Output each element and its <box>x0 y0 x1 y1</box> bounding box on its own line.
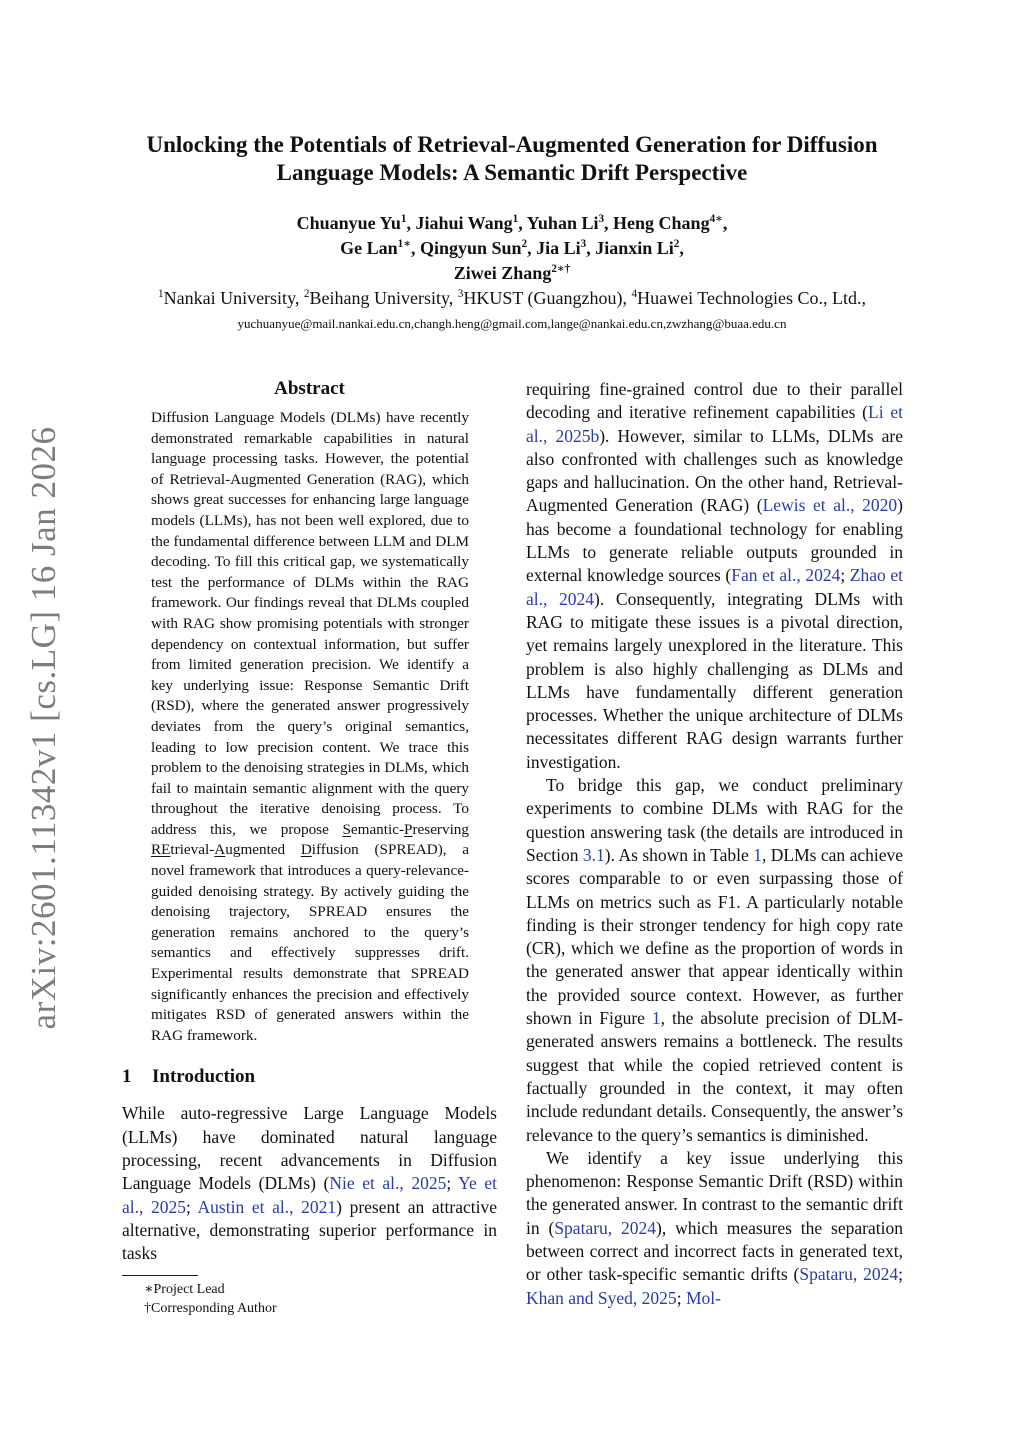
paragraph-text: requiring fine-grained control due to their parallel decoding and iterative refinement capabilities ( <box>526 379 903 423</box>
author-affil-mark: 2 <box>673 238 680 250</box>
author-affil-mark: 1∗ <box>397 238 411 250</box>
section-title: Introduction <box>152 1066 256 1088</box>
author-affil-mark: 3 <box>598 213 605 225</box>
abstract-text: Diffusion Language Models (DLMs) have recently demonstrated remarkable capabilities in natural language processing tasks. However, the potential of Retrieval-Augmented Generation (RAG), which shows great successes for enhancing large language models (LLMs), has not been well explored, due to the fundamental difference between LLM and DLM decoding. To fill this critical gap, we systematically test the performance of DLMs within the RAG framework. Our findings reveal that DLMs coupled with RAG show promising potentials with stronger dependency on contextual information, but suffer from limited generation precision. We identify a key underlying issue: Response Semantic Drift (RSD), where the generated answer progressively deviates from the query’s original semantics, leading to low precision content. We trace this problem to the denoising strategies in DLMs, which fail to maintain semantic alignment with the query throughout the iterative denoising process. To address this, we propose <box>151 409 469 838</box>
affil-mark: 4 <box>631 288 638 300</box>
paragraph-text: ). Consequently, integrating DLMs with RAG to mitigate these issues is a pivotal direction, yet remains largely unexplored in the literature. This problem is also highly challenging as DLMs and LLMs have fundamentally different generation processes. Whether the unique architecture of DLMs necessitates different RAG design warrants further investigation. <box>526 588 903 772</box>
author-name: Jianxin Li <box>595 238 674 258</box>
paragraph-text: , the absolute precision of DLM-generated answers remains a bottleneck. The results suggest that while the copied retrieved content is factually grounded in the context, it may often include redundant details. Consequently, the answer’s relevance to the query’s semantics is diminished. <box>526 1008 904 1145</box>
author-name: Jiahui Wang <box>415 213 513 233</box>
citation-link[interactable]: Zhao et al., 2024 <box>526 565 904 609</box>
author-name: Heng Chang <box>613 213 710 233</box>
author-affil-mark: 2 <box>521 238 528 250</box>
citation-link[interactable]: Fan et al., 2024 <box>731 565 841 586</box>
author-separator: , <box>527 238 537 258</box>
paragraph-text: ; <box>676 1287 686 1308</box>
paragraph-text: , DLMs can achieve scores comparable to or even surpassing those of LLMs on metrics such as F1. A particularly notable finding is their stronger tendency for high copy rate (CR), which we define as the proportion of words in the generated answer that appear identically within the provided source context. However, as further shown in Figure <box>526 844 904 1029</box>
author-separator: , <box>722 213 728 233</box>
author-name: Jia Li <box>536 238 581 258</box>
acronym-letter: A <box>214 841 226 859</box>
author-separator: , <box>679 238 684 258</box>
citation-link[interactable]: Khan and Syed, 2025 <box>526 1287 677 1308</box>
acronym-rest: ugmented <box>225 841 301 859</box>
acronym-rest: iffusion <box>311 841 359 859</box>
affil-name: Nankai University, <box>163 288 304 308</box>
author-affil-mark: 1 <box>512 213 519 225</box>
title-line-2: Language Models: A Semantic Drift Perspective <box>276 160 748 185</box>
paragraph-text: ). However, similar to LLMs, DLMs are also confronted with challenges such as knowledge gaps and hallucination. On the other hand, Retrieval-Augmented Generation (RAG) ( <box>526 425 903 516</box>
author-separator: , <box>410 238 420 258</box>
citation-link[interactable]: Nie et al., 2025 <box>329 1173 447 1194</box>
affil-mark: 3 <box>457 288 464 300</box>
paragraph-text: ; <box>186 1196 198 1217</box>
footnote-rule <box>122 1275 198 1276</box>
abstract-body <box>151 408 469 1046</box>
paragraph-text: ) present an attractive alternative, demonstrating superior performance in tasks <box>122 1196 497 1264</box>
paragraph-text: While auto-regressive Large Language Models (LLMs) have dominated natural language processing, recent advancements in Diffusion Language Models (DLMs) ( <box>122 1103 497 1194</box>
citation-link[interactable]: Lewis et al., 2020 <box>762 495 898 516</box>
arxiv-stamp-text: arXiv:2601.11342v1 [cs.LG] 16 Jan 2026 <box>24 426 63 1030</box>
paragraph-text: ; <box>840 565 850 586</box>
author-affil-mark: 1 <box>400 213 407 225</box>
affiliations <box>80 287 944 309</box>
footnote-project-lead: ∗Project Lead <box>144 1282 225 1298</box>
abstract-text: (SPREAD), a novel framework that introduces a query-relevance-guided denoising strategy. By actively guiding the denoising trajectory, SPREAD ensures the generation remains anchored to the query’s semantics and effectively suppresses drift. Experimental results demonstrate that SPREAD significantly enhances the precision and effectively mitigates RSD of generated answers within the RAG framework. <box>151 841 469 1044</box>
citation-link[interactable]: Ye et al., 2025 <box>122 1173 497 1217</box>
affil-mark: 2 <box>303 288 310 300</box>
author-affil-mark: 3 <box>580 238 587 250</box>
author-emails: yuchuanyue@mail.nankai.edu.cn,changh.heng@gmail.com,lange@nankai.edu.cn,zwzhang@buaa.edu.cn <box>237 316 787 331</box>
author-name: Qingyun Sun <box>419 238 522 258</box>
acronym-letter: P <box>404 820 413 838</box>
citation-link[interactable]: Mol- <box>685 1287 721 1308</box>
author-name: Ziwei Zhang <box>453 263 552 283</box>
author-separator: , <box>518 213 527 233</box>
author-separator: , <box>586 238 596 258</box>
section-heading-introduction <box>122 1066 497 1088</box>
author-name: Chuanyue Yu <box>296 213 401 233</box>
affil-mark: 1 <box>158 288 164 300</box>
body-paragraph-2 <box>526 774 903 1147</box>
citation-link[interactable]: 3.1 <box>582 844 605 865</box>
paper-title <box>100 131 924 187</box>
footnote-corresponding-author: †Corresponding Author <box>144 1301 277 1317</box>
intro-paragraph-1 <box>122 1102 497 1265</box>
title-line-1: Unlocking the Potentials of Retrieval-Augmented Generation for Diffusion <box>146 132 878 157</box>
left-column <box>122 376 497 1318</box>
citation-link[interactable]: Austin et al., 2021 <box>197 1196 337 1217</box>
acronym-rest: emantic- <box>350 820 405 838</box>
citation-link[interactable]: Spataru, 2024 <box>554 1217 657 1238</box>
right-column <box>526 378 903 1310</box>
author-line-2 <box>100 236 924 261</box>
author-affil-mark: 4∗ <box>709 213 723 225</box>
citation-link[interactable]: 1 <box>651 1008 661 1029</box>
acronym-letter: D <box>300 841 312 859</box>
author-line-1 <box>100 211 924 236</box>
acronym-letter: S <box>342 820 351 838</box>
acronym-letter: RE <box>151 841 171 859</box>
author-list <box>100 211 924 286</box>
body-paragraph-1 <box>526 378 903 774</box>
acronym-rest: reserving <box>412 820 469 838</box>
paragraph-text: To bridge this gap, we conduct preliminary experiments to combine DLMs with RAG for the question answering task (the details are introduced in Section <box>526 775 903 865</box>
citation-link[interactable]: Spataru, 2024 <box>799 1264 899 1285</box>
paragraph-text: ). As shown in Table <box>604 844 754 865</box>
abstract-heading: Abstract <box>274 378 345 399</box>
citation-link[interactable]: Li et al., 2025b <box>526 402 903 446</box>
author-name: Yuhan Li <box>526 213 599 233</box>
paragraph-text: ; <box>446 1173 459 1194</box>
paragraph-text: ; <box>898 1264 903 1285</box>
author-separator: , <box>604 213 614 233</box>
affil-name: Beihang University, <box>309 288 458 308</box>
affil-name: Huawei Technologies Co., Ltd., <box>637 288 866 308</box>
citation-link[interactable]: 1 <box>753 844 762 865</box>
body-paragraph-3 <box>526 1147 903 1310</box>
paragraph-text: ) has become a foundational technology for enabling LLMs to generate reliable outputs grounded in external knowledge sources ( <box>526 495 903 586</box>
author-line-3 <box>100 261 924 286</box>
author-affil-mark: 2∗† <box>551 263 571 275</box>
paragraph-text: ), which measures the separation between correct and incorrect facts in generated text, or other task-specific semantic drifts ( <box>526 1217 903 1285</box>
section-number: 1 <box>122 1066 132 1088</box>
author-separator: , <box>406 213 416 233</box>
author-name: Ge Lan <box>340 238 398 258</box>
acronym-rest: trieval- <box>170 841 215 859</box>
paragraph-text: We identify a key issue underlying this phenomenon: Response Semantic Drift (RSD) within the generated answer. In contrast to the semantic drift in ( <box>526 1147 903 1238</box>
affil-name: HKUST (Guangzhou), <box>463 288 632 308</box>
